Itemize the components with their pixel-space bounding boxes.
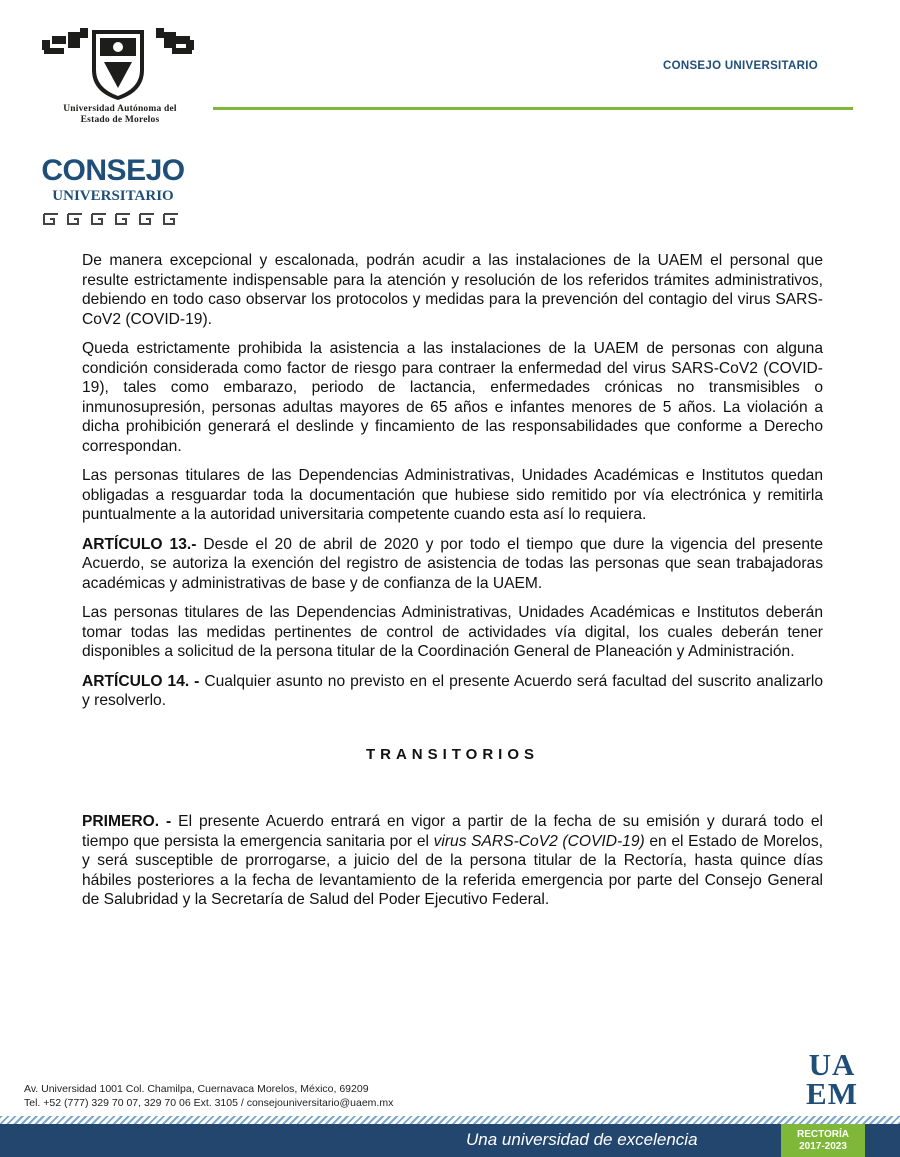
uaem-footer-logo bbox=[800, 1047, 864, 1111]
primero-label: PRIMERO. - bbox=[82, 813, 172, 830]
transitorios-heading: TRANSITORIOS bbox=[365, 745, 540, 763]
paragraph-5: Las personas titulares de las Dependencias Administrativas, Unidades Académicas e Institutos deberán tomar todas las medidas pertinentes de control de actividades vía digital, los cuales deberán tener disponibles a solicitud de la persona titular de la Coordinación General de Planeación y Administración. bbox=[82, 604, 823, 660]
uaem-logo-row1: UA bbox=[808, 1047, 856, 1082]
greca-pattern-icon bbox=[40, 208, 186, 230]
paragraph-3: Las personas titulares de las Dependencias Administrativas, Unidades Académicas e Institutos quedan obligadas a resguardar toda la documentación que hubiese sido remitido por vía electrónica y remitirla puntualmente a la autoridad universitaria competente cuando esta así lo requiera. bbox=[82, 467, 823, 523]
primero-transitorio bbox=[82, 812, 823, 910]
uaem-crest-logo bbox=[40, 26, 196, 102]
article-13-text: Desde el 20 de abril de 2020 y por todo el tiempo que dure la vigencia del presente Acuerdo, se autoriza la exención del registro de asistencia de todas las personas que sean trabajadoras académicas y administrativas de base y de confianza de la UAEM. bbox=[82, 535, 823, 592]
footer-slogan: Una universidad de excelencia bbox=[466, 1130, 698, 1149]
university-name-line1: Universidad Autónoma del bbox=[63, 104, 177, 114]
header-section-title: CONSEJO UNIVERSITARIO bbox=[663, 60, 818, 72]
footer-address bbox=[24, 1082, 393, 1110]
article-14-text: Cualquier asunto no previsto en el presente Acuerdo será facultad del suscrito analizarlo y resolverlo. bbox=[82, 672, 824, 709]
uaem-logo-row2: EM bbox=[806, 1076, 858, 1111]
document-body bbox=[82, 251, 823, 920]
article-13 bbox=[82, 535, 823, 594]
logo-consejo-text: CONSEJO bbox=[41, 154, 185, 187]
article-14-label: ARTÍCULO 14. - bbox=[82, 672, 200, 690]
paragraph-2: Queda estrictamente prohibida la asistencia a las instalaciones de la UAEM de personas con alguna condición considerada como factor de riesgo para contraer la enfermedad del virus SARS-CoV2 (COVID-19), tales como embarazo, periodo de lactancia, enfermedades crónicas no transmisibles o inmunosupresión, personas adultas mayores de 65 años e infantes menores de 5 años. La violación a dicha prohibición generará el deslinde y fincamiento de las responsabilidades que conforme a Derecho correspondan. bbox=[82, 340, 823, 455]
logo-universitario-text: UNIVERSITARIO bbox=[52, 188, 174, 204]
address-line-1: Av. Universidad 1001 Col. Chamilpa, Cuernavaca Morelos, México, 69209 bbox=[24, 1083, 369, 1095]
article-14 bbox=[82, 672, 823, 711]
rectoria-badge-line1: RECTORÍA bbox=[796, 1129, 850, 1140]
rectoria-badge-line2: 2017-2023 bbox=[799, 1141, 847, 1152]
university-name bbox=[38, 104, 202, 126]
primero-italic: virus SARS-CoV2 (COVID-19) bbox=[433, 832, 645, 850]
header-divider bbox=[213, 107, 853, 110]
address-line-2: Tel. +52 (777) 329 70 07, 329 70 06 Ext. 3105 / consejouniversitario@uaem.mx bbox=[24, 1097, 394, 1109]
consejo-universitario-logo bbox=[40, 156, 186, 230]
primero-text-a: El presente Acuerdo entrará en vigor a partir de la fecha de su emisión y durará todo el tiempo que persista la emergencia sanitaria por el bbox=[82, 813, 823, 850]
university-name-line2: Estado de Morelos bbox=[80, 115, 160, 125]
rectoria-badge bbox=[781, 1124, 865, 1157]
paragraph-1: De manera excepcional y escalonada, podrán acudir a las instalaciones de la UAEM el personal que resulte estrictamente indispensable para la atención y resolución de los referidos trámites administrativos, debiendo en todo caso observar los protocolos y medidas para la prevención del contagio del virus SARS-CoV2 (COVID-19). bbox=[82, 252, 823, 328]
footer-band bbox=[0, 1124, 900, 1157]
primero-text-b: en el Estado de Morelos, y será susceptible de prorrogarse, a juicio del de la persona titular de la Rectoría, hasta quince días hábiles posteriores a la fecha de levantamiento de la referida emergencia por parte del Consejo General de Salubridad y la Secretaría de Salud del Poder Ejecutivo Federal. bbox=[82, 832, 823, 908]
article-13-label: ARTÍCULO 13.- bbox=[82, 535, 197, 553]
